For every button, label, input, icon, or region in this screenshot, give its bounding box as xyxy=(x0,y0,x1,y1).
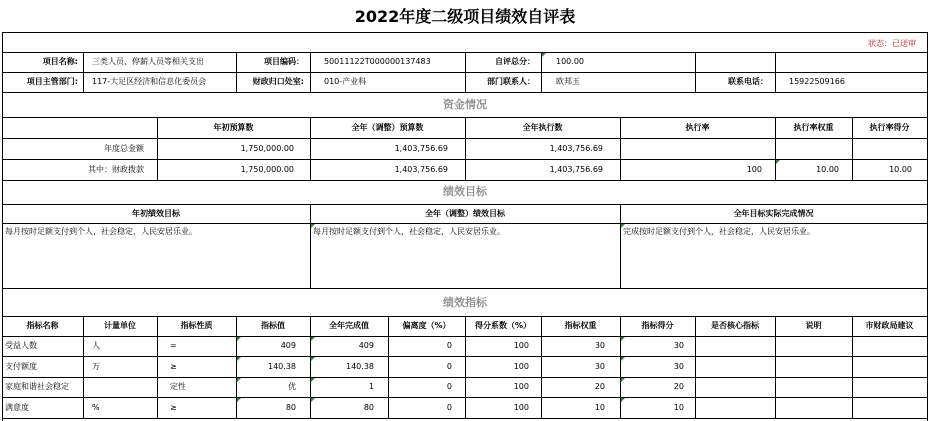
self-score-label: 自评总分： xyxy=(495,57,535,66)
department-value: 117-大足区经济和信息化委员会 xyxy=(92,77,207,86)
funds-cell: 1,750,000.00 xyxy=(240,144,294,153)
project-code-value: 50011122T000000137483 xyxy=(324,57,431,66)
ind-cell-score: 10 xyxy=(673,403,684,412)
project-code-label: 项目编码： xyxy=(264,57,304,66)
funds-cell: 10.00 xyxy=(889,165,912,174)
right-border xyxy=(927,32,928,421)
ind-cell-name: 受益人数 xyxy=(5,341,37,350)
self-score-value: 100.00 xyxy=(556,57,584,66)
funds-cell: 100 xyxy=(746,165,762,174)
ind-header-done: 全年完成值 xyxy=(329,321,369,330)
funds-cell: 1,403,756.69 xyxy=(549,144,603,153)
ind-header-note: 说明 xyxy=(805,321,822,330)
ind-cell-dev: 0 xyxy=(446,403,452,412)
ind-cell-value: 409 xyxy=(280,341,296,350)
funds-header-execution-rate: 执行率 xyxy=(685,123,710,132)
ind-cell-weight: 30 xyxy=(594,362,605,371)
ind-cell-coef: 100 xyxy=(513,341,529,350)
ind-cell-done: 80 xyxy=(363,403,374,412)
ind-cell-dev: 0 xyxy=(446,382,452,391)
ind-cell-value: 优 xyxy=(288,382,296,391)
funds-header-adjusted-budget: 全年（调整）预算数 xyxy=(351,123,424,132)
ind-cell-done: 1 xyxy=(368,382,374,391)
ind-cell-score: 30 xyxy=(673,362,684,371)
ind-cell-nature: ≥ xyxy=(170,403,177,412)
project-name-value: 三类人员、停薪人员等相关支出 xyxy=(92,57,204,66)
ind-cell-unit: 万 xyxy=(92,362,100,371)
ind-header-nature: 指标性质 xyxy=(180,321,213,330)
goals-header-initial: 年初绩效目标 xyxy=(132,209,180,218)
ind-cell-name: 支付额度 xyxy=(5,362,37,371)
ind-cell-value: 140.38 xyxy=(268,362,296,371)
ind-cell-weight: 10 xyxy=(594,403,605,412)
funds-header-rate-score: 执行率得分 xyxy=(869,123,910,132)
info-bottom-border xyxy=(2,92,928,93)
ind-header-core: 是否核心指标 xyxy=(711,321,759,330)
goals-header-adjusted: 全年（调整）绩效目标 xyxy=(425,209,505,218)
funds-cell: 1,403,756.69 xyxy=(394,144,448,153)
ind-cell-value: 80 xyxy=(285,403,296,412)
phone-label: 联系电话： xyxy=(728,77,768,86)
page-title: 2022年度二级项目绩效自评表 xyxy=(354,7,576,26)
ind-header-score: 指标得分 xyxy=(641,321,674,330)
funds-row-label: 其中：财政拨款 xyxy=(88,165,144,174)
phone-value: 15922509166 xyxy=(789,77,845,86)
dept-contact-label: 部门联系人： xyxy=(487,77,535,86)
indicators-section-title: 绩效指标 xyxy=(443,296,487,309)
ind-cell-coef: 100 xyxy=(513,403,529,412)
ind-header-name: 指标名称 xyxy=(26,321,59,330)
goal-initial-text: 每月按时足额支付到个人，社会稳定，人民安居乐业。 xyxy=(5,227,197,236)
ind-cell-done: 140.38 xyxy=(346,362,374,371)
ind-cell-score: 30 xyxy=(673,341,684,350)
ind-cell-dev: 0 xyxy=(446,341,452,350)
goal-actual-text: 完成按时足额支付到个人，社会稳定，人民安居乐业。 xyxy=(623,227,815,236)
funds-header-initial-budget: 年初预算数 xyxy=(213,123,254,132)
ind-cell-unit: 人 xyxy=(92,341,100,350)
goals-section-title: 绩效目标 xyxy=(443,185,487,198)
department-label: 项目主管部门: xyxy=(26,77,78,86)
ind-cell-nature: = xyxy=(170,341,177,350)
finance-office-value: 010-产业科 xyxy=(324,77,367,86)
ind-header-coef: 得分系数（%） xyxy=(474,321,531,330)
goal-adjusted-text: 每月按时足额支付到个人，社会稳定，人民安居乐业。 xyxy=(313,227,505,236)
ind-cell-coef: 100 xyxy=(513,362,529,371)
funds-section-title: 资金情况 xyxy=(443,98,487,111)
funds-cell: 1,750,000.00 xyxy=(240,165,294,174)
funds-header-executed: 全年执行数 xyxy=(522,123,563,132)
status-badge: 状态：已送审 xyxy=(868,39,916,48)
ind-header-value: 指标值 xyxy=(261,321,285,330)
funds-row-label: 年度总金额 xyxy=(104,144,144,153)
ind-cell-name: 满意度 xyxy=(5,403,29,412)
title-divider xyxy=(2,32,928,33)
funds-cell: 1,403,756.69 xyxy=(394,165,448,174)
goals-header-actual: 全年目标实际完成情况 xyxy=(733,209,814,218)
ind-cell-unit: % xyxy=(92,403,100,412)
ind-cell-done: 409 xyxy=(358,341,374,350)
funds-cell: 1,403,756.69 xyxy=(549,165,603,174)
ind-cell-weight: 20 xyxy=(594,382,605,391)
ind-header-deviation: 偏离度（%） xyxy=(402,321,451,330)
ind-cell-name: 家庭和谐社会稳定 xyxy=(5,382,69,391)
finance-office-label: 财政归口处室: xyxy=(252,77,304,86)
ind-cell-dev: 0 xyxy=(446,362,452,371)
ind-cell-score: 20 xyxy=(673,382,684,391)
ind-header-unit: 计量单位 xyxy=(104,321,136,330)
ind-header-weight: 指标权重 xyxy=(564,321,597,330)
funds-cell: 10.00 xyxy=(816,165,839,174)
dept-contact-value: 欧邦玉 xyxy=(556,77,580,86)
ind-cell-coef: 100 xyxy=(513,382,529,391)
ind-cell-weight: 30 xyxy=(594,341,605,350)
funds-header-rate-weight: 执行率权重 xyxy=(793,123,834,132)
ind-cell-nature: ≥ xyxy=(170,362,177,371)
project-name-label: 项目名称: xyxy=(42,57,78,66)
left-border xyxy=(2,32,3,421)
ind-header-advice: 市财政局建议 xyxy=(865,321,914,330)
ind-cell-nature: 定性 xyxy=(170,382,186,391)
